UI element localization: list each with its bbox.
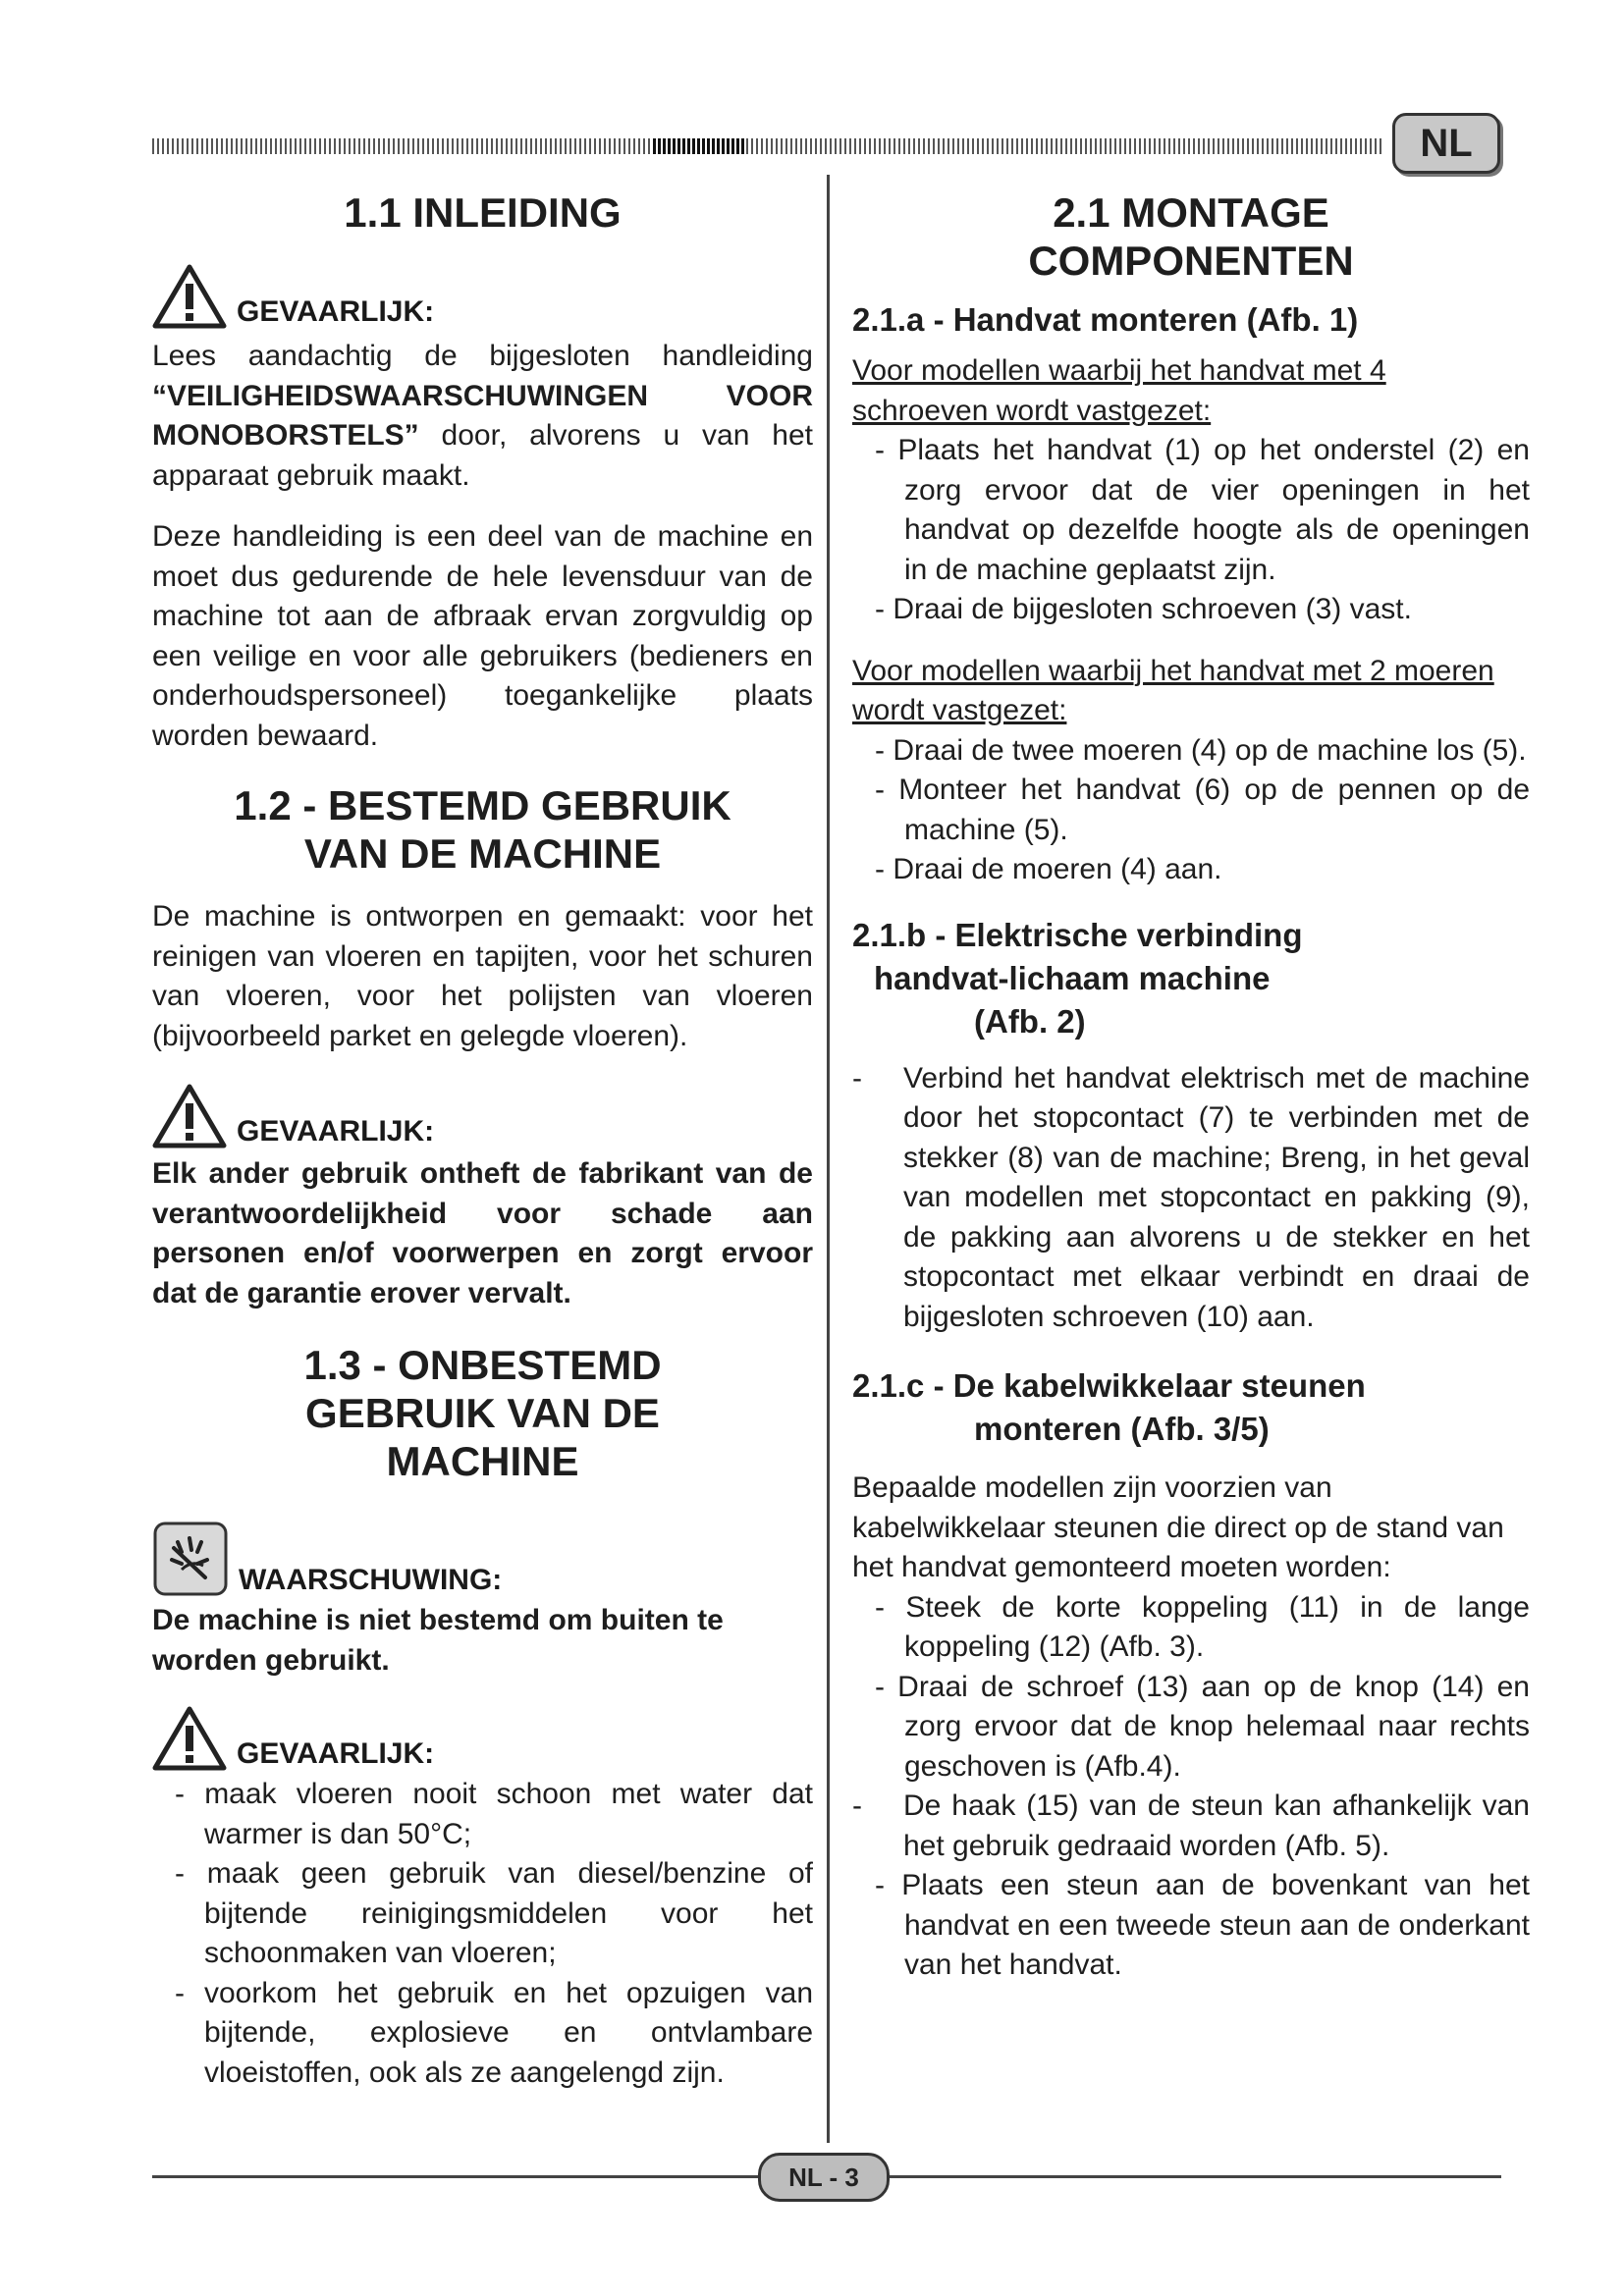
section-1-3-title [152,1341,813,1485]
warning-triangle-icon [152,1706,227,1771]
danger-notice [152,1084,813,1148]
list-item: - maak geen gebruik van diesel/benzine of bijtende reinigingsmiddelen voor het schoonmaken van vloeren; [175,1857,813,1969]
list-item: - Steek de korte koppeling (11) in de lange koppeling (12) (Afb. 3). [875,1590,1530,1663]
list-item-text: maak vloeren nooit schoon met water dat warmer is dan 50°C; [204,1778,813,1850]
list-item-text: Steek de korte koppeling (11) in de lange koppeling (12) (Afb. 3). [904,1590,1530,1663]
handle-4-screws-subtitle: Voor modellen waarbij het handvat met 4 schroeven wordt vastgezet: [852,354,1386,427]
list-item: - Plaats een steun aan de bovenkant van het handvat en een tweede steun aan de onderkant van het handvat. [875,1869,1531,1981]
title-line: (Afb. 2) [974,1002,1086,1040]
cable-hook-steps-final [852,1866,1530,1986]
list-item-text: De haak (15) van de steun kan afhankelijk van het gebruik gedraaid worden (Afb. 5). [903,1789,1530,1862]
subsection-2-1-c-title [852,1364,1530,1451]
prohibited-uses-list [152,1775,813,2093]
list-item: - Draai de twee moeren (4) op de machine los (5). [875,733,1527,767]
subsection-2-1-b-title [852,914,1530,1043]
title-line: COMPONENTEN [1028,238,1354,284]
title-line: handvat-lichaam machine [874,959,1271,996]
right-column [852,177,1530,1986]
title-line: 2.1.b - Elektrische verbinding [852,916,1303,953]
cable-hook-steps [852,1588,1530,1788]
intro-text: Lees aandachtig de bijgesloten handleiding [152,340,813,372]
section-1-1-title: 1.1 INLEIDING [344,189,622,236]
list-item-text: Draai de moeren (4) aan. [893,853,1222,885]
electrical-connection-steps [852,1059,1530,1338]
list-item-text: maak geen gebruik van diesel/benzine of bijtende reinigingsmiddelen voor het schoonmaken van vloeren; [204,1857,813,1969]
manual-title-reference: “VEILIGHEIDSWAARSCHUWINGEN VOOR MONOBORSTELS” [152,379,813,452]
handle-4-screws-steps [852,431,1530,630]
list-item: - Verbind het handvat elektrisch met de machine door het stopcontact (7) te verbinden met de stekker (8) van de machine; Breng, in het geval van modellen met stopcontact en pakking (9), de pakking aan alvorens u de stekker en het stopcontact met elkaar verbindt en draai de bijgesloten schroeven (10) aan. [852,1061,1530,1333]
list-item: - maak vloeren nooit schoon met water dat warmer is dan 50°C; [175,1778,813,1850]
intro-paragraph-1 [152,337,813,496]
warning-label: WAARSCHUWING: [239,1564,503,1596]
list-item-text: Plaats een steun aan de bovenkant van het handvat en een tweede steun aan de onderkant van het handvat. [901,1869,1531,1981]
intro-paragraph-2: Deze handleiding is een deel van de machine en moet dus gedurende de hele levensduur van de machine tot aan de afbraak ervan zorgvuldig op een veilige en voor alle gebruikers (bedieners en onderhoudspersoneel) toegankelijke plaats worden bewaard. [152,520,813,752]
list-item-text: voorkom het gebruik en het opzuigen van bijtende, explosieve en ontvlambare vloeistoffen, ook als ze aangelengd zijn. [203,1976,814,2089]
cable-hook-steps-continued [852,1787,1530,1866]
list-item-text: Plaats het handvat (1) op het onderstel (2) en zorg ervoor dat de vier openingen in het handvat op dezelfde hoogte als de openingen in de machine geplaatst zijn. [897,434,1530,586]
danger-label: GEVAARLIJK: [237,295,435,328]
list-item-text: Draai de twee moeren (4) op de machine los (5). [893,733,1527,767]
title-line: 2.1 MONTAGE [1053,189,1329,236]
list-item: - voorkom het gebruik en het opzuigen van bijtende, explosieve en ontvlambare vloeistoffen, ook als ze aangelengd zijn. [175,1976,814,2089]
section-2-1-title [852,188,1530,285]
title-line: GEBRUIK VAN DE [305,1390,660,1436]
list-item: - Draai de bijgesloten schroeven (3) vast. [875,593,1412,625]
handle-2-nuts-subtitle: Voor modellen waarbij het handvat met 2 moeren wordt vastgezet: [852,654,1494,726]
danger-label: GEVAARLIJK: [237,1115,435,1148]
cable-hook-intro: Bepaalde modellen zijn voorzien van kabelwikkelaar steunen die direct op de stand van het handvat gemonteerd moeten worden: [852,1471,1504,1583]
handle-2-nuts-steps [852,731,1530,890]
page-number-badge: NL - 3 [758,2153,890,2202]
title-line: 2.1.c - De kabelwikkelaar steunen [852,1367,1366,1404]
list-item-text: Draai de schroef (13) aan op de knop (14) en zorg ervoor dat de knop helemaal naar rechts geschoven is (Afb.4). [897,1670,1530,1783]
title-line: monteren (Afb. 3/5) [974,1411,1270,1447]
warning-triangle-icon [152,1084,227,1148]
header-decorative-rule [152,138,1384,154]
list-item: - Draai de schroef (13) aan op de knop (14) en zorg ervoor dat de knop helemaal naar rechts geschoven is (Afb.4). [875,1670,1530,1783]
list-item-text: Monteer het handvat (6) op de pennen op de machine (5). [898,774,1530,846]
list-item: - Monteer het handvat (6) op de pennen op de machine (5). [875,774,1530,846]
no-rain-icon [152,1521,229,1597]
liability-paragraph: Elk ander gebruik ontheft de fabrikant van de verantwoordelijkheid voor schade aan personen en/of voorwerpen en zorgt ervoor dat de garantie erover vervalt. [152,1157,813,1309]
subsection-2-1-a-title: 2.1.a - Handvat monteren (Afb. 1) [852,301,1359,338]
intended-use-paragraph: De machine is ontworpen en gemaakt: voor het reinigen van vloeren en tapijten, voor het schuren van vloeren, voor het polijsten van vloeren (bijvoorbeeld parket en gelegde vloeren). [152,900,813,1052]
list-item-text: Draai de bijgesloten schroeven (3) vast. [893,593,1412,625]
list-item: - De haak (15) van de steun kan afhankelijk van het gebruik gedraaid worden (Afb. 5). [852,1789,1530,1862]
title-line: 1.2 - BESTEMD GEBRUIK [234,782,731,828]
danger-notice [152,264,813,329]
danger-notice [152,1706,813,1771]
intro-text-end: door, alvorens u van het apparaat gebruik maakt. [152,419,813,492]
list-item: - Plaats het handvat (1) op het onderstel (2) en zorg ervoor dat de vier openingen in het handvat op dezelfde hoogte als de openingen in de machine geplaatst zijn. [875,434,1530,586]
list-item-text: Verbind het handvat elektrisch met de machine door het stopcontact (7) te verbinden met de stekker (8) van de machine; Breng, in het geval van modellen met stopcontact en pakking (9), de pakking aan alvorens u de stekker en het stopcontact met elkaar verbindt en draai de bijgesloten schroeven (10) aan. [903,1061,1530,1333]
language-badge: NL [1392,113,1500,174]
warning-notice [152,1521,813,1597]
list-item: - Draai de moeren (4) aan. [875,853,1222,885]
title-line: VAN DE MACHINE [303,830,662,877]
section-1-2-title [152,781,813,878]
warning-triangle-icon [152,264,227,329]
title-line: MACHINE [386,1438,579,1484]
left-column [152,177,813,2093]
column-divider [827,175,830,2143]
danger-label: GEVAARLIJK: [237,1737,435,1770]
outdoor-warning-paragraph: De machine is niet bestemd om buiten te worden gebruikt. [152,1604,724,1677]
title-line: 1.3 - ONBESTEMD [303,1342,662,1388]
